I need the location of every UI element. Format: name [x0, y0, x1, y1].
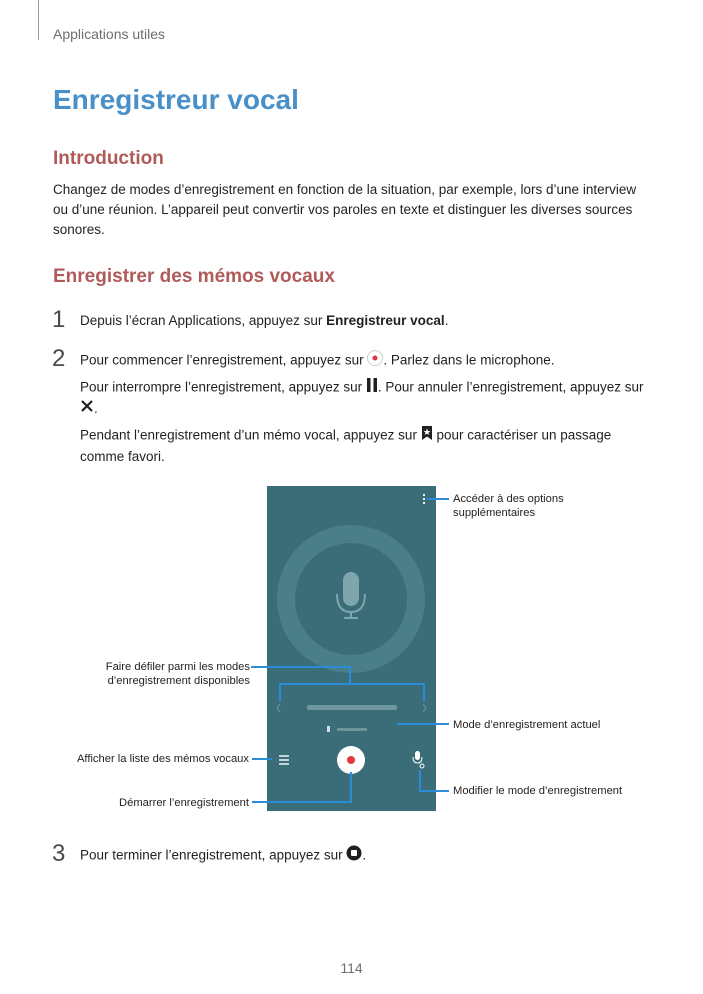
callout-bracket-left: [279, 683, 281, 702]
page-number: 114: [340, 960, 363, 976]
callout-bracket-top: [279, 683, 425, 685]
header-rule: [38, 0, 39, 40]
step-1-post: .: [444, 313, 449, 328]
recording-heading: Enregistrer des mémos vocaux: [53, 266, 335, 287]
step-2-line-2-pre: Pour interrompre l’enregistrement, appuyez sur: [80, 379, 366, 395]
step-2-line-2-post: . Pour annuler l’enregistrement, appuyez sur: [377, 379, 644, 395]
step-2-number: 2: [52, 345, 66, 372]
intro-paragraph: Changez de modes d’enregistrement en fonction de la situation, par exemple, lors d’une interview ou d’une réunion. L’appareil peut convertir vos paroles en texte et distinguer les diverses sources sonores.: [53, 182, 637, 237]
step-2-line-1-pre: Pour commencer l’enregistrement, appuyez sur: [80, 352, 368, 368]
pause-icon: [366, 377, 378, 399]
cancel-x-icon: [80, 399, 94, 419]
annotation-scroll-modes: Faire défiler parmi les modes d’enregistrement disponibles: [105, 661, 250, 687]
section-header: Applications utiles: [53, 26, 166, 42]
callout-current-mode-line: [397, 723, 449, 725]
record-icon: [367, 350, 383, 372]
annotation-memo-list: Afficher la liste des mémos vocaux: [76, 753, 249, 765]
step-3-pre: Pour terminer l’enregistrement, appuyez sur: [80, 847, 347, 863]
callout-change-mode-v: [419, 770, 421, 792]
callout-memo-list-line: [252, 758, 272, 760]
step-3-number: 3: [52, 840, 66, 867]
stop-icon: [346, 845, 362, 867]
voice-recorder-screen: [267, 486, 436, 811]
callout-start-v: [350, 772, 352, 803]
step-1-number: 1: [52, 306, 66, 333]
screen-art: [267, 486, 436, 811]
step-2-line-1-post: . Parlez dans le microphone.: [383, 352, 555, 368]
callout-change-mode-h: [419, 790, 449, 792]
step-3-post: .: [362, 847, 367, 863]
step-2-line-3-post: pour caractériser un passage comme favori.: [80, 427, 612, 464]
step-2-line-2: [80, 377, 650, 419]
microphone-icon: [343, 572, 359, 606]
next-mode-arrow[interactable]: [423, 704, 426, 712]
step-1-app-name: Enregistreur vocal: [326, 313, 445, 328]
bookmark-star-icon: [421, 425, 433, 447]
annotation-start-recording: Démarrer l’enregistrement: [119, 797, 249, 809]
step-2-line-3: [80, 425, 650, 467]
step-2-line-1: [80, 350, 650, 372]
callout-start-h: [252, 801, 352, 803]
step-3-text: [80, 845, 650, 867]
step-2-line-2-end: .: [94, 401, 98, 416]
annotation-current-mode: Mode d’enregistrement actuel: [453, 719, 601, 731]
step-2-line-3-pre: Pendant l’enregistrement d’un mémo vocal, appuyez sur: [80, 427, 421, 443]
intro-heading: Introduction: [53, 148, 164, 169]
callout-bracket-right: [423, 683, 425, 702]
step-1-text: [80, 311, 650, 331]
list-icon[interactable]: [279, 756, 289, 764]
prev-mode-arrow[interactable]: [277, 704, 280, 712]
annotation-more-options: Accéder à des options supplémentaires: [453, 493, 564, 519]
callout-more-options-line: [427, 498, 449, 500]
annotation-change-mode: Modifier le mode d’enregistrement: [453, 785, 623, 797]
current-mode-label: [307, 705, 397, 710]
mode-mic-icon[interactable]: [413, 751, 424, 768]
page-title: Enregistreur vocal: [53, 84, 299, 115]
more-options-icon[interactable]: [423, 494, 425, 496]
step-1-pre: Depuis l’écran Applications, appuyez sur: [80, 313, 327, 328]
callout-scroll-h: [251, 666, 351, 668]
callout-scroll-v: [349, 666, 351, 684]
